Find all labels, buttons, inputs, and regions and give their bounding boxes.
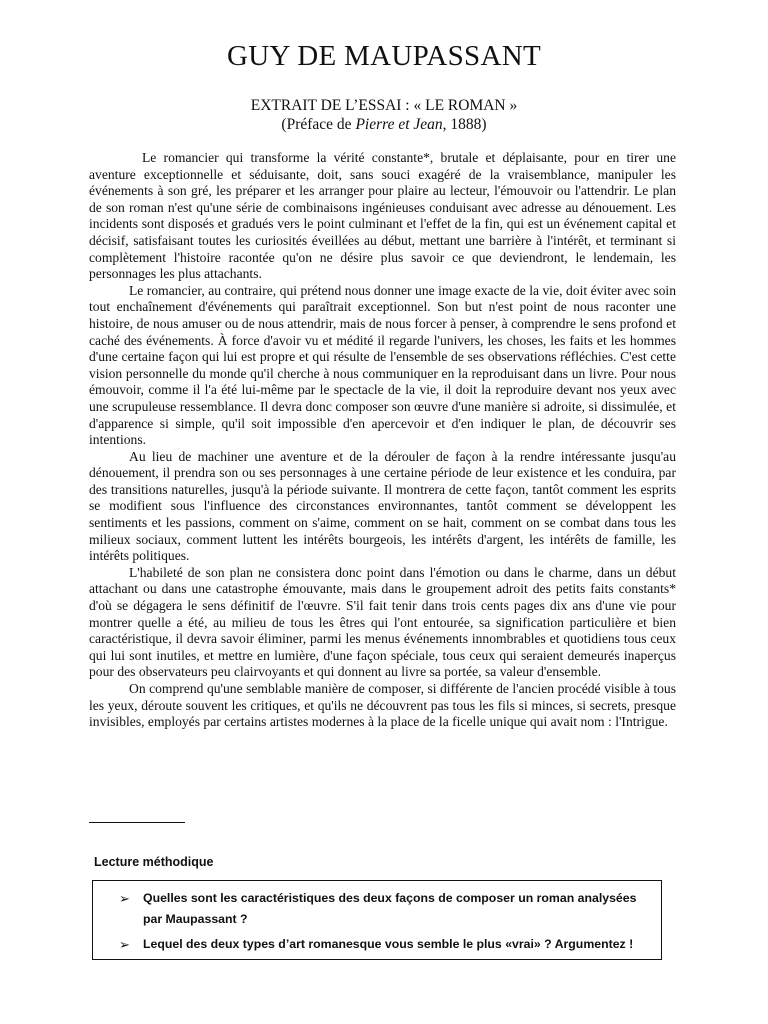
page-title: GUY DE MAUPASSANT	[227, 40, 541, 72]
questions-box	[92, 880, 662, 960]
question-item	[93, 934, 661, 955]
footnote-separator	[89, 822, 185, 823]
question-item	[93, 888, 661, 930]
question-text: Lequel des deux types d’art romanesque vous semble le plus «vrai» ? Argumentez !	[143, 937, 634, 951]
paragraph-2: Le romancier, au contraire, qui prétend nous donner une image exacte de la vie, doit éviter avec soin tout enchaînement d'événements qui paraîtrait exceptionnel. Son but n'est point de nous raconter une histoire, de nous amuser ou de nous attendrir, mais de nous forcer à penser, à comprendre le sens profond et caché des événements. À force d'avoir vu et médité il regarde l'univers, les choses, les faits et les hommes d'une certaine façon qui lui est propre et qui résulte de l'ensemble de ses observations réfléchies. C'est cette vision personnelle du monde qu'il cherche à nous communiquer en la reproduisant dans un livre. Pour nous émouvoir, comme il l'a été lui-même par le spectacle de la vie, il doit la reproduire devant nos yeux avec une scrupuleuse ressemblance. Il devra donc composer son œuvre d'une manière si adroite, si dissimulée, et d'apparence si simple, qu'il soit impossible d'en apercevoir et d'en indiquer le plan, de découvrir ses intentions.	[89, 282, 676, 448]
arrow-bullet-icon: ➢	[119, 937, 130, 952]
paragraph-3: Au lieu de machiner une aventure et de la dérouler de façon à la rendre intéressante jusqu'au dénouement, il prendra son ou ses personnages à une certaine période de leur existence et les conduira, par des transitions naturelles, jusqu'à la période suivante. Il montrera de cette façon, tantôt comment les esprits se modifient sous l'influence des circonstances environnantes, tantôt comment se développent les sentiments et les passions, comment on s'aime, comment on se hait, comment on se combat dans tous les milieux sociaux, comment luttent les intérêts bourgeois, les intérêts d'argent, les intérêts de famille, les intérêts politiques.	[89, 448, 676, 564]
question-text: Quelles sont les caractéristiques des deux façons de composer un roman analysées par Maupassant ?	[143, 891, 637, 926]
essay-text	[89, 150, 676, 731]
preface-suffix: , 1888)	[442, 116, 487, 133]
preface-prefix: (Préface de	[281, 116, 356, 133]
preface-work-title: Pierre et Jean	[355, 116, 443, 133]
preface-line	[0, 115, 768, 134]
lecture-heading: Lecture méthodique	[94, 855, 214, 869]
paragraph-5: On comprend qu'une semblable manière de composer, si différente de l'ancien procédé visible à tous les yeux, déroute souvent les critiques, et qu'ils ne découvrent pas tous les fils si minces, si secrets, presque invisibles, employés par certains artistes modernes à la place de la ficelle unique qui avait nom : l'Intrigue.	[89, 681, 676, 730]
arrow-bullet-icon: ➢	[119, 891, 130, 906]
paragraph-1: Le romancier qui transforme la vérité constante*, brutale et déplaisante, pour en tirer une aventure exceptionnelle et séduisante, doit, sans souci exagéré de la vraisemblance, manipuler les événements à son gré, les préparer et les arranger pour plaire au lecteur, l'émouvoir ou l'attendrir. Le plan de son roman n'est qu'une série de combinaisons ingénieuses conduisant avec adresse au dénouement. Les incidents sont disposés et gradués vers le point culminant et l'effet de la fin, qui est un événement capital et décisif, satisfaisant toutes les curiosités éveillées au début, mettant une barrière à l'intérêt, et terminant si complètement l'histoire racontée qu'on ne désire plus savoir ce que deviendront, le lendemain, les personnages les plus attachants.	[89, 150, 676, 282]
paragraph-4: L'habileté de son plan ne consistera donc point dans l'émotion ou dans le charme, dans un début attachant ou dans une catastrophe émouvante, mais dans le groupement adroit des petits faits constants* d'où se dégagera le sens définitif de l'œuvre. S'il fait tenir dans trois cents pages dix ans d'une vie pour montrer quelle a été, au milieu de tous les êtres qui l'ont entourée, sa signification particulière et bien caractéristique, il devra savoir éliminer, parmi les menus événements innombrables et quotidiens tous ceux qui lui sont inutiles, et mettre en lumière, d'une façon spéciale, tous ceux qui seraient demeurés inaperçus pour des observateurs peu clairvoyants et qui donnent au livre sa portée, sa valeur d'ensemble.	[89, 564, 676, 680]
subtitle-block	[0, 96, 768, 134]
extract-line: EXTRAIT DE L’ESSAI : « LE ROMAN »	[250, 97, 518, 114]
